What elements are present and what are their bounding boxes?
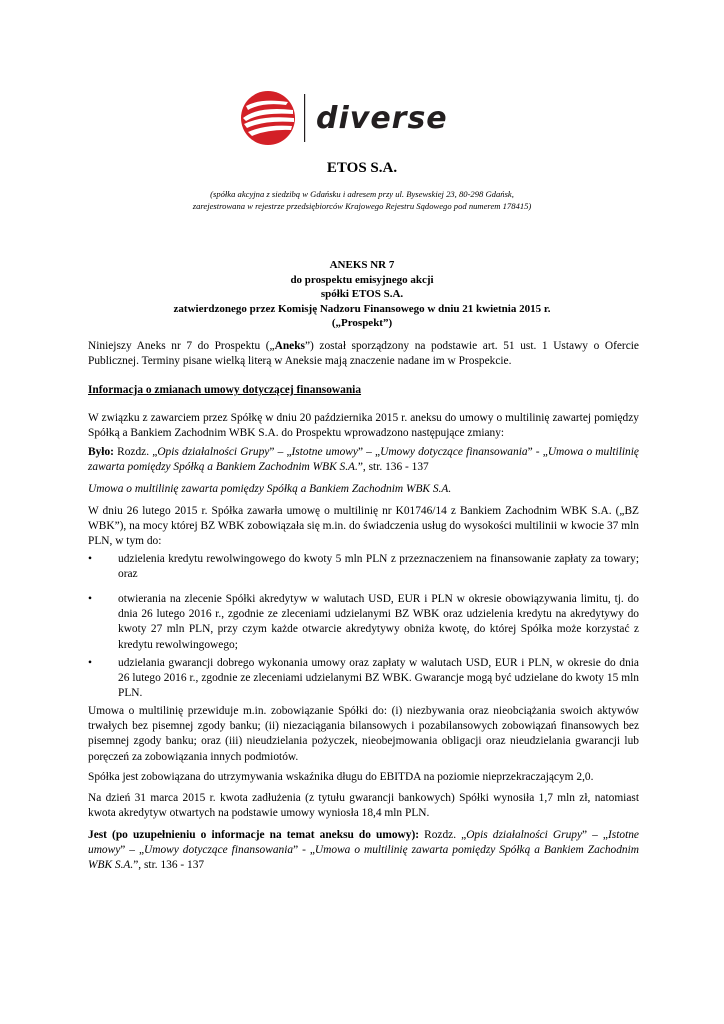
intro-text-pre: Niniejszy Aneks nr 7 do Prospektu („	[88, 340, 275, 352]
jest-t5: ”, str. 136 - 137	[133, 859, 205, 872]
paragraph-agreement: W dniu 26 lutego 2015 r. Spółka zawarła umowę o multilinię nr K01746/14 z Bankiem Zachodnim WBK S.A. („BZ WBK”), na mocy której BZ WBK zobowiązała się m.in. do świadczenia usług do wysokości multilinii w kwocie 37 mln PLN, w tym do:	[88, 505, 639, 548]
italic-subheading: Umowa o multilinię zawarta pomiędzy Spółką a Bankiem Zachodnim WBK S.A.	[88, 483, 452, 495]
intro-text-bold: Aneks	[274, 340, 305, 352]
jest-t3: ” – „	[120, 844, 145, 857]
annex-line-2: do prospektu emisyjnego akcji	[290, 273, 434, 286]
bylo-t1: Rozdz. „	[113, 446, 158, 458]
intro-paragraph	[88, 339, 639, 369]
logo-divider	[304, 94, 305, 142]
annex-line-5: („Prospekt”)	[331, 317, 393, 329]
logo-emblem-icon	[241, 91, 295, 145]
diverse-logo	[238, 88, 488, 148]
jest-t2: ” – „	[582, 829, 608, 841]
intro-text-post: ”) został sporządzony na podstawie art. 51 ust. 1 Ustawy o Ofercie Publicznej. Terminy pisane wielką literą w Aneksie mają znaczenie nadane im w Prospekcie.	[88, 340, 639, 368]
jest-i2: Istotne umowy	[88, 829, 639, 857]
bylo-t4: ” - „	[527, 446, 548, 458]
bylo-t3: ” – „	[357, 446, 381, 458]
paragraph-obligations: Umowa o multilinię przewiduje m.in. zobowiązanie Spółki do: (i) niezbywania oraz nieobciążania swoich aktywów trwałych bez pisemnej zgody banku; (ii) niezaciągania bilansowych i pozabilansowych zobowiązań finansowych bez pisemnej zgody banku; oraz (iii) nieudzielania pożyczek, nieobejmowania obligacji oraz nieudzielania gwarancji lub poręczeń za zobowiązania innych podmiotów.	[88, 705, 639, 763]
jest-i1: Opis działalności Grupy	[466, 829, 583, 841]
paragraph-ebitda: Spółka jest zobowiązana do utrzymywania wskaźnika długu do EBITDA na poziomie nieprzekraczającym 2,0.	[88, 771, 594, 783]
jest-i4: Umowa o multilinię zawarta pomiędzy Spółką a Bankiem Zachodnim WBK S.A.	[88, 844, 639, 872]
bylo-i4: Umowa o multilinię zawarta pomiędzy Spółką a Bankiem Zachodnim WBK S.A.	[88, 446, 639, 474]
company-title: ETOS S.A.	[326, 160, 398, 176]
jest-label: Jest (po uzupełnieniu o informacje na temat aneksu do umowy):	[88, 829, 420, 841]
bullet-icon: •	[88, 657, 92, 669]
jest-t4: ” - „	[293, 844, 315, 857]
annex-heading	[80, 258, 644, 331]
section-heading	[88, 383, 639, 398]
section-heading-text: Informacja o zmianach umowy dotyczącej finansowania	[88, 384, 362, 396]
annex-line-4: zatwierdzonego przez Komisję Nadzoru Finansowego w dniu 21 kwietnia 2015 r.	[173, 302, 551, 315]
jest-i3: Umowy dotyczące finansowania	[144, 844, 294, 857]
bylo-i1: Opis działalności Grupy	[157, 446, 270, 458]
company-note-line-1: (spółka akcyjna z siedzibą w Gdańsku i adresem przy ul. Bysewskiej 23, 80-298 Gdańsk,	[210, 189, 514, 199]
paragraph-debt: Na dzień 31 marca 2015 r. kwota zadłużenia (z tytułu gwarancji bankowych) Spółki wynosiła 1,7 mln zł, natomiast kwota akredytyw otwartych na podstawie umowy wyniosła 18,4 mln PLN.	[88, 792, 639, 820]
bullet-icon: •	[88, 553, 92, 565]
company-note-line-2: zarejestrowana w rejestrze przedsiębiorców Krajowego Rejestru Sądowego pod numerem 178415)	[192, 201, 532, 211]
paragraph-changes-intro: W związku z zawarciem przez Spółkę w dniu 20 października 2015 r. aneksu do umowy o multilinię zawartej pomiędzy Spółką a Bankiem Zachodnim WBK S.A. do Prospektu wprowadzono następujące zmiany:	[88, 412, 639, 440]
bylo-t5: ”, str. 136 - 137	[357, 461, 429, 474]
bullet-icon: •	[88, 593, 92, 605]
jest-t1: Rozdz. „	[419, 829, 467, 841]
company-note	[80, 188, 644, 212]
bylo-t2: ” – „	[269, 446, 292, 458]
annex-line-1: ANEKS NR 7	[329, 259, 395, 271]
bylo-i2: Istotne umowy	[291, 446, 358, 458]
bylo-paragraph	[88, 445, 639, 475]
list-item-text: udzielania gwarancji dobrego wykonania umowy oraz zapłaty w walutach USD, EUR i PLN, w okresie do dnia 26 lutego 2016 r., zgodnie ze zleceniami udzielanymi BZ WBK. Gwarancje mogą być udzielane do kwoty 15 mln PLN.	[118, 657, 639, 700]
bylo-label: Było:	[88, 446, 114, 458]
list-item-text: otwierania na zlecenie Spółki akredytyw w walutach USD, EUR i PLN w okresie obowiązywania limitu, tj. do dnia 26 lutego 2016 r., zgodnie ze zleceniami udzielanymi BZ WBK oraz udzielenia kredytu na akredytywy do kwoty 27 mln PLN, przy czym każde otwarcie akredytywy obniża kwotę, do której Spółka może korzystać z kredytu rewolwingowego;	[118, 593, 639, 651]
list-item-text: udzielenia kredytu rewolwingowego do kwoty 5 mln PLN z przeznaczeniem na finansowanie zapłaty za towary; oraz	[118, 553, 639, 581]
logo-brand-text: diverse	[316, 101, 448, 136]
bylo-i3: Umowy dotyczące finansowania	[380, 446, 528, 458]
annex-line-3: spółki ETOS S.A.	[320, 288, 404, 300]
jest-paragraph	[88, 828, 639, 874]
